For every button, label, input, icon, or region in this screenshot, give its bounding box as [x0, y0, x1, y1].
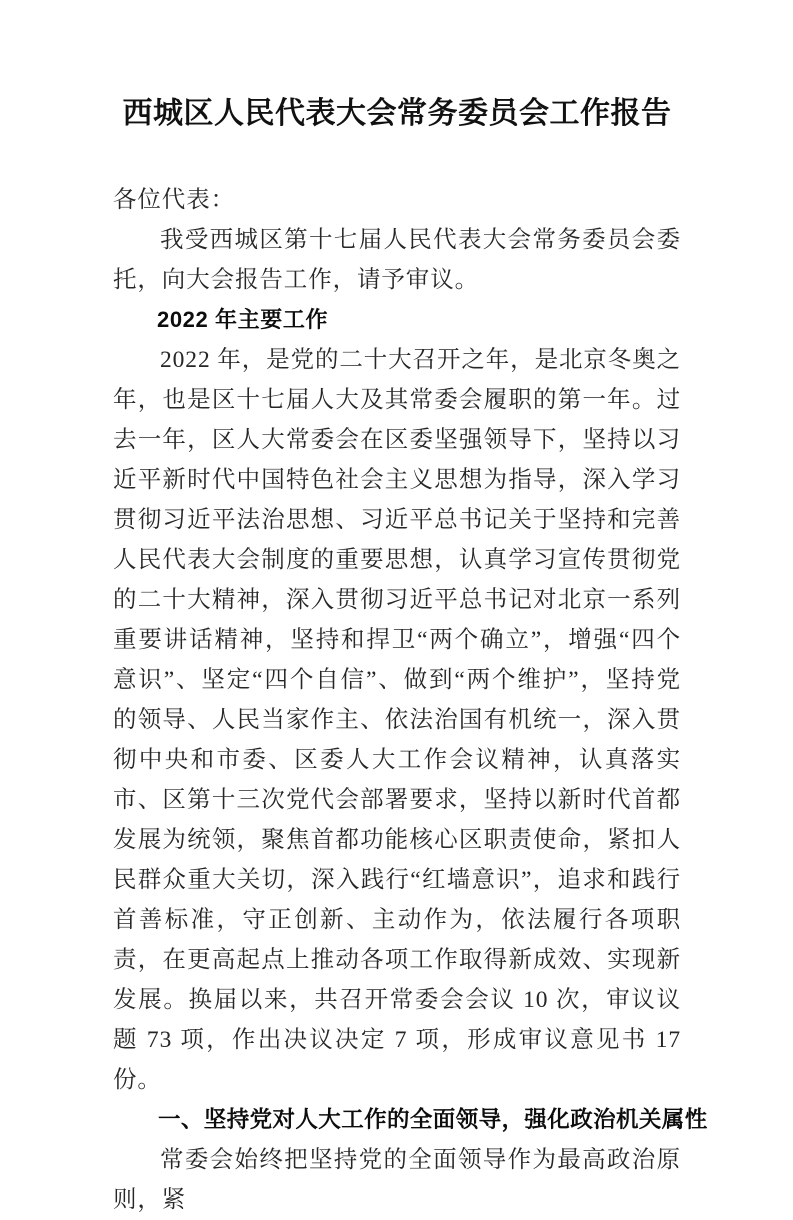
- main-paragraph: 2022 年，是党的二十大召开之年，是北京冬奥之年，也是区十七届人大及其常委会履职的第一年。过去一年，区人大常委会在区委坚强领导下，坚持以习近平新时代中国特色社会主义思想为指导，深入学习贯彻习近平法治思想、习近平总书记关于坚持和完善人民代表大会制度的重要思想，认真学习宣传贯彻党的二十大精神，深入贯彻习近平总书记对北京一系列重要讲话精神，坚持和捍卫“两个确立”，增强“四个意识”、坚定“四个自信”、做到“两个维护”，坚持党的领导、人民当家作主、依法治国有机统一，深入贯彻中央和市委、区委人大工作会议精神，认真落实市、区第十三次党代会部署要求，坚持以新时代首都发展为统领，聚焦首都功能核心区职责使命，紧扣人民群众重大关切，深入践行“红墙意识”，追求和践行首善标准，守正创新、主动作为，依法履行各项职责，在更高起点上推动各项工作取得新成效、实现新发展。换届以来，共召开常委会会议 10 次，审议议题 73 项，作出决议决定 7 项，形成审议意见书 17 份。: [113, 347, 681, 1093]
- section-heading-one: 一、坚持党对人大工作的全面领导，强化政治机关属性: [158, 1107, 708, 1132]
- salutation: 各位代表：: [113, 187, 235, 213]
- document-content: [113, 0, 708, 1220]
- last-paragraph: 常委会始终把坚持党的全面领导作为最高政治原则，紧: [113, 1147, 681, 1213]
- intro-paragraph: 我受西城区第十七届人民代表大会常务委员会委托，向大会报告工作，请予审议。: [113, 227, 681, 293]
- section-heading-year: 2022 年主要工作: [157, 307, 329, 332]
- page-title: 西城区人民代表大会常务委员会工作报告: [122, 97, 672, 130]
